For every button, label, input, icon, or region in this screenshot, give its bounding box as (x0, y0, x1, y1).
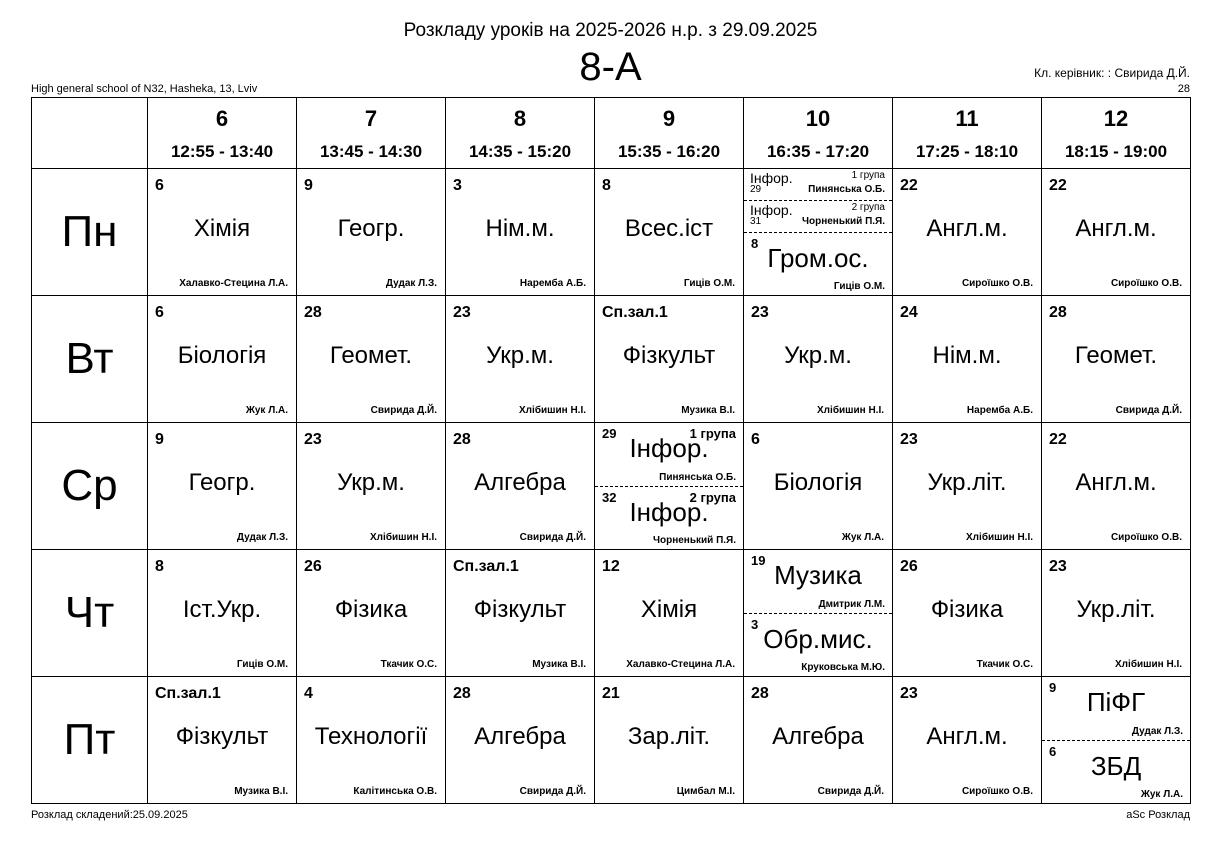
lesson-teacher: Ткачик О.С. (380, 659, 437, 670)
lesson-bottom-half (595, 487, 743, 549)
lesson-cell (1042, 169, 1191, 296)
lesson-teacher: Сироїшко О.В. (961, 278, 1033, 289)
lesson-cell (297, 296, 446, 423)
lesson-bottom-half (1042, 741, 1190, 803)
lesson-cell (595, 169, 744, 296)
lesson-top-half (595, 423, 743, 487)
lesson-room: 23 (900, 685, 918, 702)
lesson-subject: Геогр. (188, 469, 256, 496)
lesson-room: 3 (751, 617, 759, 632)
lesson-bottom-half (744, 233, 892, 295)
lesson-cell (893, 677, 1042, 804)
lesson-teacher: Гиців О.М. (833, 281, 885, 292)
lesson-teacher: Дудак Л.З. (385, 278, 437, 289)
lesson-teacher: Чорненький П.Я. (801, 216, 885, 227)
timetable (31, 97, 1191, 804)
day-row-friday (32, 677, 1191, 804)
lesson-subject: Англ.м. (1075, 469, 1157, 496)
lesson-subject: Фізика (930, 596, 1004, 623)
lesson-room: 4 (304, 685, 313, 702)
lesson-cell (1042, 550, 1191, 677)
lesson-subject: Гром.ос. (767, 243, 869, 273)
period-time: 14:35 - 15:20 (468, 142, 572, 161)
lesson-room: 8 (155, 558, 164, 575)
lesson-room: Сп.зал.1 (155, 685, 221, 702)
lesson-cell (893, 423, 1042, 550)
lesson-room: 23 (453, 304, 471, 321)
lesson-cell (446, 169, 595, 296)
school-name: High general school of N32, Hasheka, 13, Lviv (31, 83, 258, 95)
lesson-room: 28 (1049, 304, 1067, 321)
lesson-cell (148, 169, 297, 296)
lesson-teacher: Свирида Д.Й. (519, 532, 586, 543)
lesson-subject: Укр.м. (486, 342, 554, 369)
day-row-wednesday (32, 423, 1191, 550)
lesson-cell-split (595, 423, 744, 550)
lesson-teacher: Свирида Д.Й. (1115, 405, 1182, 416)
lesson-subject: Обр.мис. (763, 624, 873, 654)
lesson-teacher: Круковська М.Ю. (801, 662, 885, 673)
lesson-room: 22 (1049, 431, 1067, 448)
lesson-cell (297, 550, 446, 677)
lesson-subject: ПіФГ (1086, 687, 1146, 717)
lesson-group: 2 група (689, 490, 736, 505)
lesson-room: 23 (1049, 558, 1067, 575)
lesson-subject: Англ.м. (1075, 215, 1157, 242)
lesson-subject: Фізкульт (175, 723, 269, 750)
lesson-teacher: Чорненький П.Я. (652, 535, 736, 546)
lesson-room: 9 (155, 431, 164, 448)
lesson-teacher: Наремба А.Б. (519, 278, 586, 289)
lesson-teacher: Пинянська О.Б. (808, 184, 885, 195)
lesson-room: 19 (751, 553, 766, 568)
lesson-cell (297, 169, 446, 296)
lesson-subject: Фізкульт (622, 342, 716, 369)
period-header (595, 98, 744, 169)
lesson-cell (595, 677, 744, 804)
day-label: Ср (32, 423, 148, 550)
lesson-teacher: Гиців О.М. (683, 278, 735, 289)
lesson-room: 31 (750, 216, 762, 227)
lesson-cell (446, 423, 595, 550)
lesson-room: 6 (155, 177, 164, 194)
period-number: 12 (1103, 106, 1129, 131)
lesson-room: 6 (155, 304, 164, 321)
lesson-subject: Англ.м. (926, 215, 1008, 242)
lesson-room: 6 (1049, 744, 1057, 759)
lesson-subject: Інфор. (629, 497, 709, 527)
lesson-cell (893, 550, 1042, 677)
lesson-room: 26 (304, 558, 322, 575)
lesson-teacher: Хлібишин Н.І. (519, 405, 586, 416)
period-number: 11 (955, 106, 979, 131)
lesson-room: 32 (602, 490, 617, 505)
lesson-teacher: Хлібишин Н.І. (817, 405, 884, 416)
lesson-teacher: Гиців О.М. (236, 659, 288, 670)
lesson-cell (744, 296, 893, 423)
lesson-teacher: Музика В.І. (532, 659, 586, 670)
lesson-teacher: Дудак Л.З. (236, 532, 288, 543)
lesson-cell-split (1042, 677, 1191, 804)
periods-header-row (32, 98, 1191, 169)
lesson-teacher: Сироїшко О.В. (1110, 532, 1182, 543)
lesson-top-half (1042, 677, 1190, 741)
lesson-room: 28 (751, 685, 769, 702)
class-name: 8-А (579, 45, 642, 89)
lesson-cell-split (744, 550, 893, 677)
lesson-room: 26 (900, 558, 918, 575)
lesson-cell (446, 296, 595, 423)
lesson-subject: Хімія (193, 215, 251, 242)
lesson-teacher: Ткачик О.С. (976, 659, 1033, 670)
period-number: 10 (805, 106, 831, 131)
lesson-cell (744, 677, 893, 804)
lesson-subject: Технології (314, 723, 428, 750)
lesson-room: Сп.зал.1 (453, 558, 519, 575)
lesson-room: 29 (750, 184, 762, 195)
lesson-top-half (744, 550, 892, 614)
lesson-teacher: Свирида Д.Й. (370, 405, 437, 416)
lesson-teacher: Хлібишин Н.І. (966, 532, 1033, 543)
lesson-teacher: Сироїшко О.В. (961, 786, 1033, 797)
lesson-teacher: Калітинська О.В. (353, 786, 437, 797)
lesson-group: 2 група (851, 202, 885, 213)
lesson-room: 6 (751, 431, 760, 448)
lesson-cell (446, 677, 595, 804)
lesson-teacher: Хлібишин Н.І. (1115, 659, 1182, 670)
lesson-cell (148, 677, 297, 804)
period-number: 8 (513, 106, 527, 131)
lesson-cell (446, 550, 595, 677)
lesson-room: 9 (304, 177, 313, 194)
lesson-subject: Укр.літ. (927, 469, 1007, 496)
lesson-subject: Інфор. (629, 433, 709, 463)
lesson-room: 22 (900, 177, 918, 194)
lesson-room: 23 (751, 304, 769, 321)
lesson-subject: Біологія (177, 342, 267, 369)
lesson-cell (595, 296, 744, 423)
lesson-teacher: Пинянська О.Б. (659, 472, 736, 483)
day-label: Вт (32, 296, 148, 423)
period-header (744, 98, 893, 169)
lesson-subject: Англ.м. (926, 723, 1008, 750)
lesson-subject: Укр.м. (337, 469, 405, 496)
lesson-subject: Фізика (334, 596, 408, 623)
lesson-room: 28 (453, 685, 471, 702)
period-number: 9 (662, 106, 676, 131)
day-row-tuesday (32, 296, 1191, 423)
software-name: aSc Розклад (1126, 809, 1190, 821)
period-number: 6 (215, 106, 229, 131)
lesson-group-2 (744, 201, 892, 233)
lesson-teacher: Халавко-Стецина Л.А. (179, 278, 288, 289)
lesson-subject: Зар.літ. (627, 723, 711, 750)
lesson-teacher: Музика В.І. (681, 405, 735, 416)
schedule-title: Розкладу уроків на 2025-2026 н.р. з 29.09.2025 (403, 20, 818, 41)
lesson-teacher: Свирида Д.Й. (817, 786, 884, 797)
day-label: Пт (32, 677, 148, 804)
lesson-cell (297, 423, 446, 550)
day-row-monday (32, 169, 1191, 296)
period-number: 7 (364, 106, 378, 131)
lesson-bottom-half (744, 614, 892, 676)
lesson-teacher: Свирида Д.Й. (519, 786, 586, 797)
lesson-room: 21 (602, 685, 620, 702)
lesson-teacher: Музика В.І. (234, 786, 288, 797)
lesson-teacher: Жук Л.А. (1140, 789, 1183, 800)
lesson-subject: Алгебра (772, 723, 864, 750)
lesson-room: 3 (453, 177, 462, 194)
corner-cell (32, 98, 148, 169)
lesson-subject: Всес.іст (624, 215, 714, 242)
lesson-subject: Геомет. (1074, 342, 1158, 369)
lesson-cell (148, 423, 297, 550)
period-header (446, 98, 595, 169)
lesson-subject: Нім.м. (932, 342, 1002, 369)
lesson-subject: Музика (774, 560, 862, 590)
lesson-teacher: Халавко-Стецина Л.А. (626, 659, 735, 670)
period-time: 16:35 - 17:20 (766, 142, 870, 161)
lesson-subject: Нім.м. (485, 215, 555, 242)
period-header (148, 98, 297, 169)
lesson-teacher: Хлібишин Н.І. (370, 532, 437, 543)
lesson-subject: Укр.літ. (1076, 596, 1156, 623)
lesson-room: 22 (1049, 177, 1067, 194)
lesson-teacher: Жук Л.А. (245, 405, 288, 416)
lesson-subject: Інфор. (750, 170, 793, 186)
lesson-room: 24 (900, 304, 918, 321)
lesson-room: 9 (1049, 680, 1057, 695)
lesson-cell (893, 296, 1042, 423)
head-teacher: Кл. керівник: : Свирида Д.Й. (1034, 66, 1190, 80)
lesson-subject: Інфор. (750, 202, 793, 218)
lesson-teacher: Дудак Л.З. (1131, 726, 1183, 737)
head-teacher-room: 28 (1177, 83, 1190, 95)
period-header (1042, 98, 1191, 169)
lesson-teacher: Цимбал М.І. (676, 786, 735, 797)
lesson-room: 29 (602, 426, 617, 441)
lesson-teacher: Сироїшко О.В. (1110, 278, 1182, 289)
lesson-cell (148, 550, 297, 677)
lesson-cell (1042, 423, 1191, 550)
lesson-room: 8 (602, 177, 611, 194)
period-header (893, 98, 1042, 169)
lesson-room: Сп.зал.1 (602, 304, 668, 321)
period-header (297, 98, 446, 169)
lesson-subject: Іст.Укр. (182, 596, 262, 623)
lesson-cell (595, 550, 744, 677)
lesson-subject: Геогр. (337, 215, 405, 242)
lesson-cell (297, 677, 446, 804)
lesson-cell (744, 423, 893, 550)
lesson-room: 23 (900, 431, 918, 448)
period-time: 17:25 - 18:10 (915, 142, 1019, 161)
lesson-subject: Фізкульт (473, 596, 567, 623)
lesson-room: 23 (304, 431, 322, 448)
lesson-teacher: Жук Л.А. (841, 532, 884, 543)
day-row-thursday (32, 550, 1191, 677)
lesson-cell (148, 296, 297, 423)
lesson-cell (1042, 296, 1191, 423)
lesson-subject: ЗБД (1090, 751, 1142, 781)
lesson-subject: Хімія (640, 596, 698, 623)
period-time: 15:35 - 16:20 (617, 142, 721, 161)
lesson-subject: Біологія (773, 469, 863, 496)
lesson-cell (893, 169, 1042, 296)
day-label: Чт (32, 550, 148, 677)
lesson-subject: Алгебра (474, 469, 566, 496)
lesson-room: 12 (602, 558, 620, 575)
created-date: Розклад складений:25.09.2025 (31, 809, 188, 821)
lesson-cell-split (744, 169, 893, 296)
lesson-room: 28 (304, 304, 322, 321)
lesson-room: 28 (453, 431, 471, 448)
lesson-subject: Алгебра (474, 723, 566, 750)
lesson-subject: Геомет. (329, 342, 413, 369)
period-time: 12:55 - 13:40 (170, 142, 274, 161)
lesson-group: 1 група (689, 426, 736, 441)
period-time: 13:45 - 14:30 (319, 142, 423, 161)
lesson-teacher: Наремба А.Б. (966, 405, 1033, 416)
lesson-group: 1 група (851, 170, 885, 181)
lesson-subject: Укр.м. (784, 342, 852, 369)
lesson-group-1 (744, 169, 892, 201)
period-time: 18:15 - 19:00 (1064, 142, 1168, 161)
day-label: Пн (32, 169, 148, 296)
lesson-room: 8 (751, 236, 759, 251)
lesson-teacher: Дмитрик Л.М. (818, 599, 885, 610)
